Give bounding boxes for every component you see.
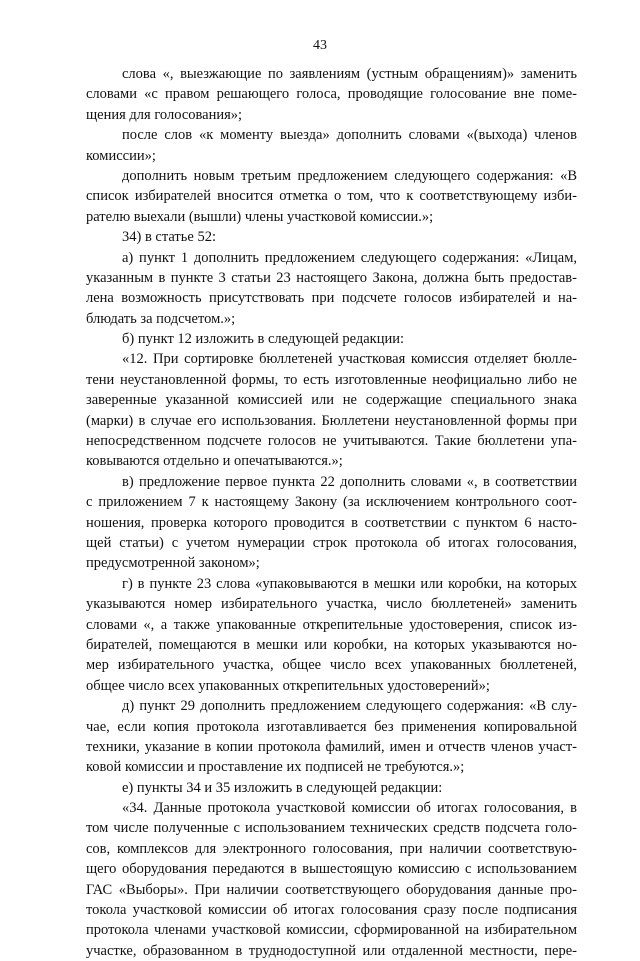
text-line: предусмотренной законом»; — [86, 555, 260, 572]
text-line: список избирателей вносится отметка о том, что к соответствующему изби- — [86, 188, 577, 205]
text-line: ГАС «Выборы». При наличии соответствующего оборудования данные про- — [86, 881, 577, 898]
text-line: г) в пункте 23 слова «упаковываются в мешки или коробки, на которых — [122, 575, 577, 592]
text-line: указанным в пункте 3 статьи 23 настоящего Закона, должна быть предостав- — [86, 269, 577, 286]
text-line: лена возможность присутствовать при подсчете голосов избирателей и на- — [86, 290, 577, 307]
text-line: д) пункт 29 дополнить предложением следующего содержания: «В слу- — [122, 698, 577, 715]
text-line: ковой комиссии и проставление их подписей не требуются.»; — [86, 759, 465, 776]
text-line: в) предложение первое пункта 22 дополнить словами «, в соответствии — [122, 473, 577, 490]
text-line: «12. При сортировке бюллетеней участковая комиссия отделяет бюлле- — [122, 351, 577, 368]
text-line: словами «, а также упакованные открепительные удостоверения, список из- — [86, 616, 577, 633]
text-line: блюдать за подсчетом.»; — [86, 310, 236, 327]
text-line: заверенные указанной комиссией или не содержащие специального знака — [86, 392, 577, 409]
text-line: щего оборудования передаются в вышестоящую комиссию с использованием — [86, 861, 577, 878]
text-line: непосредственном подсчете голосов не учитываются. Такие бюллетени упа- — [86, 433, 577, 450]
text-line: протокола членами участковой комиссии, сформированной на избирательном — [86, 922, 577, 939]
text-line: сов, комплексов для электронного голосования, при наличии соответствую- — [86, 840, 577, 857]
text-line: ковываются отдельно и опечатываются.»; — [86, 453, 343, 470]
text-line: рателю выехали (вышли) члены участковой комиссии.»; — [86, 208, 434, 225]
text-line: бирателей, помещаются в мешки или коробки, на которых указываются но- — [86, 636, 577, 653]
text-line: щей статьи) с учетом нумерации строк протокола об итогах голосования, — [86, 534, 577, 551]
text-line: общее число всех упакованных открепительных удостоверений»; — [86, 677, 490, 694]
text-line: техники, указание в копии протокола фамилий, имен и отчеств членов участ- — [86, 738, 577, 755]
text-line: том числе полученные с использованием технических средств подсчета голо- — [86, 820, 577, 837]
text-line: тени неустановленной формы, то есть изготовленные неофициально либо не — [86, 371, 577, 388]
text-line: комиссии»; — [86, 147, 156, 164]
text-line: «34. Данные протокола участковой комиссии об итогах голосования, в — [122, 800, 577, 817]
text-line: с приложением 7 к настоящему Закону (за исключением контрольного соот- — [86, 494, 577, 511]
text-line: токола участковой комиссии об итогах голосования сразу после подписания — [86, 902, 577, 919]
document-body — [86, 64, 577, 961]
text-line: указываются номер избирательного участка, число бюллетеней» заменить — [86, 596, 577, 613]
text-line: после слов «к моменту выезда» дополнить словами «(выхода) членов — [122, 127, 577, 144]
text-line: щения для голосования»; — [86, 106, 243, 123]
text-line: ношения, проверка которого проводится в соответствии с пунктом 6 насто- — [86, 514, 577, 531]
text-line: словами «с правом решающего голоса, проводящие голосование вне поме- — [86, 86, 577, 103]
text-line: участке, образованном в труднодоступной или отдаленной местности, пере- — [86, 942, 577, 959]
text-line: чае, если копия протокола изготавливается без применения копировальной — [86, 718, 577, 735]
text-line: а) пункт 1 дополнить предложением следующего содержания: «Лицам, — [122, 249, 577, 266]
text-line: е) пункты 34 и 35 изложить в следующей редакции: — [122, 779, 443, 796]
text-line: б) пункт 12 изложить в следующей редакции: — [122, 331, 404, 348]
text-line: дополнить новым третьим предложением следующего содержания: «В — [122, 167, 577, 184]
page-number: 43 — [313, 38, 327, 53]
text-line: (марки) в случае его использования. Бюллетени неустановленной формы при — [86, 412, 577, 429]
text-line: 34) в статье 52: — [122, 229, 216, 246]
text-line: мер избирательного участка, общее число всех упакованных бюллетеней, — [86, 657, 577, 674]
text-line: слова «, выезжающие по заявлениям (устным обращениям)» заменить — [122, 66, 577, 82]
